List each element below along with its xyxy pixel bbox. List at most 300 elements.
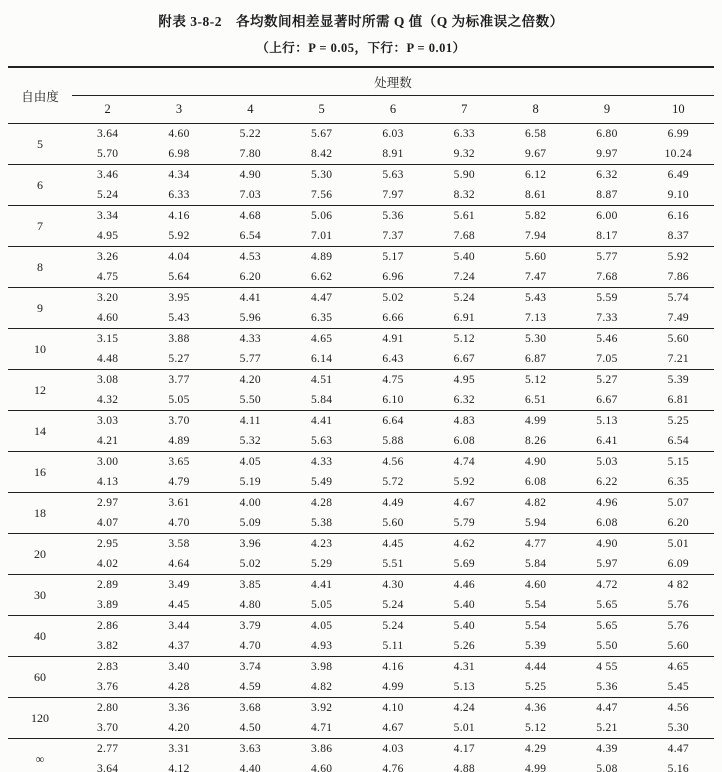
table-row-p001 bbox=[8, 636, 714, 657]
q-value-p005: 4.36 bbox=[500, 698, 571, 719]
q-value-p001: 9.97 bbox=[596, 148, 618, 160]
column-header-row bbox=[8, 96, 714, 124]
q-value-p005: 5.06 bbox=[286, 206, 357, 227]
q-value-p005: 6.03 bbox=[357, 124, 428, 145]
q-value-p001: 5.24 bbox=[97, 189, 119, 201]
q-value-p005: 5.30 bbox=[286, 165, 357, 186]
q-value-p001: 5.11 bbox=[382, 640, 404, 652]
q-value-p005: 3.34 bbox=[72, 206, 143, 227]
table-row-p001 bbox=[8, 677, 714, 698]
q-value-p005: 3.00 bbox=[72, 452, 143, 473]
q-value-p005: 3.58 bbox=[143, 534, 214, 555]
q-value-p005: 5.12 bbox=[500, 370, 571, 391]
q-value-p001: 7.49 bbox=[667, 312, 689, 324]
table-row-p001 bbox=[8, 144, 714, 165]
q-value-p005: 2.97 bbox=[72, 493, 143, 514]
header-row-group bbox=[8, 67, 714, 96]
table-row-p005 bbox=[8, 739, 714, 760]
q-value-p005: 4.82 bbox=[500, 493, 571, 514]
q-value-p001: 7.24 bbox=[453, 271, 475, 283]
q-value-p005: 3.03 bbox=[72, 411, 143, 432]
q-value-p005: 4.23 bbox=[286, 534, 357, 555]
q-value-p005: 4.41 bbox=[215, 288, 286, 309]
q-value-p001: 4.32 bbox=[97, 394, 119, 406]
df-label: 60 bbox=[8, 657, 72, 698]
q-value-p001: 8.32 bbox=[453, 189, 475, 201]
q-value-p005: 4.91 bbox=[357, 329, 428, 350]
table-label: 附表 3-8-2 bbox=[158, 14, 222, 29]
q-value-p001: 8.26 bbox=[524, 435, 547, 447]
q-value-p005: 3.40 bbox=[143, 657, 214, 678]
table-row-p001 bbox=[8, 226, 714, 247]
q-value-p001: 4.71 bbox=[310, 722, 333, 734]
q-value-p005: 4.90 bbox=[571, 534, 642, 555]
q-value-p001: 8.37 bbox=[667, 230, 689, 242]
q-value-p005: 6.64 bbox=[357, 411, 428, 432]
q-value-p001: 5.60 bbox=[667, 640, 689, 652]
q-value-p005: 4.99 bbox=[500, 411, 571, 432]
q-value-p005: 5.01 bbox=[643, 534, 714, 555]
q-value-p005: 3.98 bbox=[286, 657, 357, 678]
q-value-p005: 4.31 bbox=[429, 657, 500, 678]
q-value-p005: 4.03 bbox=[357, 739, 428, 760]
q-value-p005: 3.70 bbox=[143, 411, 214, 432]
q-value-p005: 3.88 bbox=[143, 329, 214, 350]
q-value-p001: 5.12 bbox=[524, 722, 547, 734]
q-value-p001: 4.82 bbox=[310, 681, 333, 693]
q-value-p005: 4.49 bbox=[357, 493, 428, 514]
q-value-p001: 5.94 bbox=[524, 517, 547, 529]
table-row-p005 bbox=[8, 452, 714, 473]
q-value-p001: 4.88 bbox=[453, 763, 475, 772]
q-value-p005: 5.25 bbox=[643, 411, 714, 432]
q-value-p005: 3.49 bbox=[143, 575, 214, 596]
q-value-p001: 4.99 bbox=[382, 681, 404, 693]
q-value-p005: 4.53 bbox=[215, 247, 286, 268]
q-value-p005: 6.16 bbox=[643, 206, 714, 227]
q-value-p005: 6.33 bbox=[429, 124, 500, 145]
table-row-p005 bbox=[8, 370, 714, 391]
q-value-p001: 5.25 bbox=[524, 681, 547, 693]
df-label: ∞ bbox=[8, 739, 72, 772]
q-value-p001: 6.41 bbox=[596, 435, 618, 447]
table-row-p001 bbox=[8, 185, 714, 206]
q-value-p001: 5.16 bbox=[667, 763, 689, 772]
q-value-p005: 4.41 bbox=[286, 575, 357, 596]
column-header: 9 bbox=[571, 96, 642, 124]
q-value-p005: 4.90 bbox=[215, 165, 286, 186]
table-row-p005 bbox=[8, 165, 714, 186]
q-value-p005: 5.65 bbox=[571, 616, 642, 637]
q-value-p001: 6.20 bbox=[239, 271, 261, 283]
q-value-p001: 6.08 bbox=[453, 435, 475, 447]
q-value-p001: 6.91 bbox=[453, 312, 475, 324]
q-value-p005: 5.82 bbox=[500, 206, 571, 227]
q-value-p001: 6.09 bbox=[667, 558, 689, 570]
q-value-p001: 4.76 bbox=[382, 763, 404, 772]
q-value-p001: 5.01 bbox=[453, 722, 475, 734]
q-value-p001: 5.43 bbox=[168, 312, 190, 324]
q-value-p005: 4.47 bbox=[643, 739, 714, 760]
q-value-p005: 4.41 bbox=[286, 411, 357, 432]
q-value-p005: 3.46 bbox=[72, 165, 143, 186]
q-value-p001: 4.60 bbox=[97, 312, 119, 324]
q-value-p001: 4.79 bbox=[168, 476, 190, 488]
column-header: 3 bbox=[143, 96, 214, 124]
q-value-p001: 4.60 bbox=[310, 763, 333, 772]
q-value-p005: 4.34 bbox=[143, 165, 214, 186]
q-value-p001: 5.88 bbox=[382, 435, 404, 447]
q-value-p005: 4.44 bbox=[500, 657, 571, 678]
q-value-p005: 3.65 bbox=[143, 452, 214, 473]
q-value-p001: 5.84 bbox=[524, 558, 547, 570]
q-value-p005: 4.60 bbox=[143, 124, 214, 145]
q-value-p001: 5.51 bbox=[382, 558, 404, 570]
q-value-p001: 4.02 bbox=[97, 558, 119, 570]
q-value-p005: 5.13 bbox=[571, 411, 642, 432]
q-value-p005: 5.02 bbox=[357, 288, 428, 309]
df-label: 20 bbox=[8, 534, 72, 575]
q-value-p001: 5.76 bbox=[667, 599, 689, 611]
q-value-p005: 3.31 bbox=[143, 739, 214, 760]
q-value-p005: 6.80 bbox=[571, 124, 642, 145]
q-value-p001: 3.82 bbox=[97, 640, 119, 652]
q-value-p001: 5.19 bbox=[239, 476, 261, 488]
q-value-p005: 4.10 bbox=[357, 698, 428, 719]
q-value-p005: 5.24 bbox=[429, 288, 500, 309]
df-label: 16 bbox=[8, 452, 72, 493]
q-value-p005: 6.49 bbox=[643, 165, 714, 186]
q-value-p001: 5.39 bbox=[524, 640, 547, 652]
q-value-p001: 7.94 bbox=[524, 230, 547, 242]
q-value-p001: 7.05 bbox=[596, 353, 618, 365]
q-value-p005: 5.15 bbox=[643, 452, 714, 473]
df-label: 9 bbox=[8, 288, 72, 329]
q-value-p005: 3.15 bbox=[72, 329, 143, 350]
q-value-p005: 5.43 bbox=[500, 288, 571, 309]
q-value-p001: 9.32 bbox=[453, 148, 475, 160]
q-value-p005: 4.90 bbox=[500, 452, 571, 473]
q-value-p001: 6.43 bbox=[382, 353, 404, 365]
q-value-p001: 5.27 bbox=[168, 353, 190, 365]
df-label: 40 bbox=[8, 616, 72, 657]
q-value-p005: 6.12 bbox=[500, 165, 571, 186]
q-value-p005: 4.16 bbox=[143, 206, 214, 227]
df-label: 5 bbox=[8, 124, 72, 165]
q-value-p001: 6.35 bbox=[667, 476, 689, 488]
q-value-p001: 8.91 bbox=[382, 148, 404, 160]
q-value-p005: 4.11 bbox=[215, 411, 286, 432]
q-value-p005: 4.77 bbox=[500, 534, 571, 555]
table-row-p005 bbox=[8, 534, 714, 555]
q-value-p005: 5.07 bbox=[643, 493, 714, 514]
q-value-p005: 4.00 bbox=[215, 493, 286, 514]
q-value-p001: 7.86 bbox=[667, 271, 689, 283]
q-value-p001: 5.02 bbox=[239, 558, 261, 570]
q-value-p001: 5.92 bbox=[453, 476, 475, 488]
q-value-p001: 4.12 bbox=[168, 763, 190, 772]
q-value-p005: 4 82 bbox=[643, 575, 714, 596]
q-value-p005: 6.99 bbox=[643, 124, 714, 145]
q-value-p001: 5.63 bbox=[310, 435, 333, 447]
q-value-p001: 5.05 bbox=[168, 394, 190, 406]
q-value-p001: 5.30 bbox=[667, 722, 689, 734]
q-value-p005: 4.89 bbox=[286, 247, 357, 268]
q-value-p001: 5.29 bbox=[310, 558, 333, 570]
q-value-p001: 5.36 bbox=[596, 681, 618, 693]
q-value-p001: 6.81 bbox=[667, 394, 689, 406]
q-value-p001: 7.68 bbox=[596, 271, 618, 283]
df-label: 6 bbox=[8, 165, 72, 206]
table-row-p001 bbox=[8, 554, 714, 575]
q-value-p001: 7.37 bbox=[382, 230, 404, 242]
q-value-p001: 7.33 bbox=[596, 312, 618, 324]
q-value-p001: 6.33 bbox=[168, 189, 190, 201]
df-column-header: 自由度 bbox=[8, 67, 72, 124]
q-value-p005: 4.17 bbox=[429, 739, 500, 760]
column-header: 6 bbox=[357, 96, 428, 124]
df-label: 30 bbox=[8, 575, 72, 616]
q-value-p001: 5.60 bbox=[382, 517, 404, 529]
table-row-p005 bbox=[8, 493, 714, 514]
q-value-p005: 5.67 bbox=[286, 124, 357, 145]
q-value-p005: 5.74 bbox=[643, 288, 714, 309]
q-value-p005: 5.63 bbox=[357, 165, 428, 186]
q-value-p005: 6.00 bbox=[571, 206, 642, 227]
q-value-p005: 2.95 bbox=[72, 534, 143, 555]
q-value-p001: 6.66 bbox=[382, 312, 404, 324]
q-value-p005: 5.46 bbox=[571, 329, 642, 350]
q-value-p005: 4.05 bbox=[215, 452, 286, 473]
q-value-p005: 4.46 bbox=[429, 575, 500, 596]
q-value-p001: 6.14 bbox=[310, 353, 333, 365]
q-value-p001: 6.08 bbox=[596, 517, 618, 529]
q-value-p005: 4.20 bbox=[215, 370, 286, 391]
q-value-p001: 9.10 bbox=[667, 189, 689, 201]
q-value-p005: 4.28 bbox=[286, 493, 357, 514]
table-row-p001 bbox=[8, 718, 714, 739]
q-value-p005: 3.63 bbox=[215, 739, 286, 760]
q-value-p005: 3.92 bbox=[286, 698, 357, 719]
table-row-p001 bbox=[8, 431, 714, 452]
q-value-p001: 6.10 bbox=[382, 394, 404, 406]
q-value-p005: 4.75 bbox=[357, 370, 428, 391]
q-value-p001: 6.32 bbox=[453, 394, 475, 406]
table-row-p001 bbox=[8, 513, 714, 534]
table-row-p005 bbox=[8, 575, 714, 596]
q-value-p001: 4.64 bbox=[168, 558, 190, 570]
q-value-p001: 7.47 bbox=[524, 271, 547, 283]
q-value-p005: 4.72 bbox=[571, 575, 642, 596]
q-value-p001: 3.89 bbox=[97, 599, 119, 611]
q-value-p005: 5.60 bbox=[643, 329, 714, 350]
q-value-p001: 8.61 bbox=[524, 189, 547, 201]
column-header: 10 bbox=[643, 96, 714, 124]
q-value-p001: 4.13 bbox=[97, 476, 119, 488]
table-row-p005 bbox=[8, 288, 714, 309]
page-title bbox=[8, 10, 714, 30]
q-value-p005: 3.36 bbox=[143, 698, 214, 719]
q-value-p001: 5.26 bbox=[453, 640, 475, 652]
q-value-p005: 3.44 bbox=[143, 616, 214, 637]
df-label: 10 bbox=[8, 329, 72, 370]
q-value-p005: 4.16 bbox=[357, 657, 428, 678]
df-label: 120 bbox=[8, 698, 72, 739]
q-value-p005: 3.68 bbox=[215, 698, 286, 719]
q-value-p001: 4.70 bbox=[239, 640, 261, 652]
q-value-p005: 5.90 bbox=[429, 165, 500, 186]
df-label: 18 bbox=[8, 493, 72, 534]
q-value-p005: 5.76 bbox=[643, 616, 714, 637]
q-value-p005: 5.60 bbox=[500, 247, 571, 268]
q-value-p001: 5.49 bbox=[310, 476, 333, 488]
q-value-p001: 3.64 bbox=[97, 763, 119, 772]
table-row-p005 bbox=[8, 698, 714, 719]
q-value-p005: 4.33 bbox=[286, 452, 357, 473]
q-value-p005: 5.59 bbox=[571, 288, 642, 309]
q-value-p001: 6.20 bbox=[667, 517, 689, 529]
q-value-p005: 4.45 bbox=[357, 534, 428, 555]
q-value-p001: 4.45 bbox=[168, 599, 190, 611]
q-value-p005: 3.26 bbox=[72, 247, 143, 268]
column-header: 7 bbox=[429, 96, 500, 124]
q-value-p005: 4.67 bbox=[429, 493, 500, 514]
q-value-p001: 5.45 bbox=[667, 681, 689, 693]
q-value-p001: 8.87 bbox=[596, 189, 618, 201]
df-label: 7 bbox=[8, 206, 72, 247]
q-value-p001: 7.13 bbox=[524, 312, 547, 324]
q-value-p001: 6.54 bbox=[239, 230, 261, 242]
q-value-p005: 6.32 bbox=[571, 165, 642, 186]
q-value-p001: 5.13 bbox=[453, 681, 475, 693]
q-value-p001: 5.97 bbox=[596, 558, 618, 570]
q-value-p005: 5.24 bbox=[357, 616, 428, 637]
q-value-p001: 7.97 bbox=[382, 189, 404, 201]
q-value-p001: 8.42 bbox=[310, 148, 333, 160]
table-row-p005 bbox=[8, 657, 714, 678]
table-row-p005 bbox=[8, 616, 714, 637]
q-value-p001: 6.67 bbox=[453, 353, 475, 365]
q-value-p001: 6.54 bbox=[667, 435, 689, 447]
q-value-p001: 5.08 bbox=[596, 763, 618, 772]
q-value-p005: 2.86 bbox=[72, 616, 143, 637]
q-value-p001: 5.70 bbox=[97, 148, 119, 160]
q-value-p001: 4.95 bbox=[97, 230, 119, 242]
q-value-p001: 4.40 bbox=[239, 763, 261, 772]
q-value-p005: 5.39 bbox=[643, 370, 714, 391]
q-value-p001: 7.03 bbox=[239, 189, 261, 201]
q-value-p005: 4.51 bbox=[286, 370, 357, 391]
q-value-p005: 5.30 bbox=[500, 329, 571, 350]
q-value-p001: 4.93 bbox=[310, 640, 333, 652]
column-header: 4 bbox=[215, 96, 286, 124]
q-value-p001: 5.05 bbox=[310, 599, 333, 611]
q-value-p001: 6.08 bbox=[524, 476, 547, 488]
q-value-p001: 5.32 bbox=[239, 435, 261, 447]
q-value-p001: 4.20 bbox=[168, 722, 190, 734]
q-value-p001: 5.21 bbox=[596, 722, 618, 734]
q-value-p001: 4.37 bbox=[168, 640, 190, 652]
q-value-p005: 3.74 bbox=[215, 657, 286, 678]
q-value-p005: 3.64 bbox=[72, 124, 143, 145]
q-value-p001: 4.99 bbox=[524, 763, 547, 772]
q-value-table bbox=[8, 66, 714, 772]
q-value-p005: 3.86 bbox=[286, 739, 357, 760]
q-value-p005: 4 55 bbox=[571, 657, 642, 678]
q-value-p001: 4.70 bbox=[168, 517, 190, 529]
q-value-p001: 4.80 bbox=[239, 599, 261, 611]
q-value-p001: 5.77 bbox=[239, 353, 261, 365]
q-value-p005: 2.80 bbox=[72, 698, 143, 719]
q-value-p001: 4.75 bbox=[97, 271, 119, 283]
df-label: 14 bbox=[8, 411, 72, 452]
q-value-p005: 2.89 bbox=[72, 575, 143, 596]
q-value-p005: 4.47 bbox=[571, 698, 642, 719]
table-row-p001 bbox=[8, 349, 714, 370]
q-value-p001: 5.64 bbox=[168, 271, 190, 283]
q-value-p001: 5.65 bbox=[596, 599, 618, 611]
q-value-p005: 4.56 bbox=[643, 698, 714, 719]
q-value-p005: 5.61 bbox=[429, 206, 500, 227]
table-row-p001 bbox=[8, 390, 714, 411]
q-value-p005: 3.77 bbox=[143, 370, 214, 391]
q-value-p005: 5.22 bbox=[215, 124, 286, 145]
table-row-p005 bbox=[8, 247, 714, 268]
table-row-p001 bbox=[8, 595, 714, 616]
q-value-p001: 5.40 bbox=[453, 599, 475, 611]
q-value-p005: 3.79 bbox=[215, 616, 286, 637]
treatments-group-header: 处理数 bbox=[72, 67, 714, 96]
q-value-p001: 4.50 bbox=[239, 722, 261, 734]
q-value-p001: 3.76 bbox=[97, 681, 119, 693]
q-value-p001: 6.98 bbox=[168, 148, 190, 160]
table-row-p005 bbox=[8, 124, 714, 145]
q-value-p005: 5.27 bbox=[571, 370, 642, 391]
q-value-p001: 6.22 bbox=[596, 476, 618, 488]
q-value-p005: 4.65 bbox=[286, 329, 357, 350]
table-row-p005 bbox=[8, 206, 714, 227]
q-value-p005: 4.39 bbox=[571, 739, 642, 760]
df-label: 12 bbox=[8, 370, 72, 411]
q-value-p001: 5.54 bbox=[524, 599, 547, 611]
q-value-p001: 5.84 bbox=[310, 394, 333, 406]
q-value-p005: 6.58 bbox=[500, 124, 571, 145]
q-value-p005: 3.85 bbox=[215, 575, 286, 596]
q-value-p005: 5.17 bbox=[357, 247, 428, 268]
q-value-p001: 4.28 bbox=[168, 681, 190, 693]
q-value-p005: 4.60 bbox=[500, 575, 571, 596]
q-value-p005: 2.83 bbox=[72, 657, 143, 678]
column-header: 8 bbox=[500, 96, 571, 124]
q-value-p005: 5.54 bbox=[500, 616, 571, 637]
q-value-p005: 3.08 bbox=[72, 370, 143, 391]
q-value-p005: 4.24 bbox=[429, 698, 500, 719]
q-value-p001: 7.68 bbox=[453, 230, 475, 242]
q-value-p005: 4.56 bbox=[357, 452, 428, 473]
q-value-p001: 6.35 bbox=[310, 312, 333, 324]
q-value-p005: 5.40 bbox=[429, 247, 500, 268]
q-value-p001: 5.96 bbox=[239, 312, 261, 324]
q-value-p005: 3.95 bbox=[143, 288, 214, 309]
q-value-p001: 5.79 bbox=[453, 517, 475, 529]
q-value-p005: 2.77 bbox=[72, 739, 143, 760]
q-value-p001: 4.89 bbox=[168, 435, 190, 447]
q-value-p001: 5.38 bbox=[310, 517, 333, 529]
q-value-p001: 10.24 bbox=[664, 148, 692, 160]
q-value-p001: 5.69 bbox=[453, 558, 475, 570]
q-value-p001: 6.67 bbox=[596, 394, 618, 406]
q-value-p001: 4.48 bbox=[97, 353, 119, 365]
